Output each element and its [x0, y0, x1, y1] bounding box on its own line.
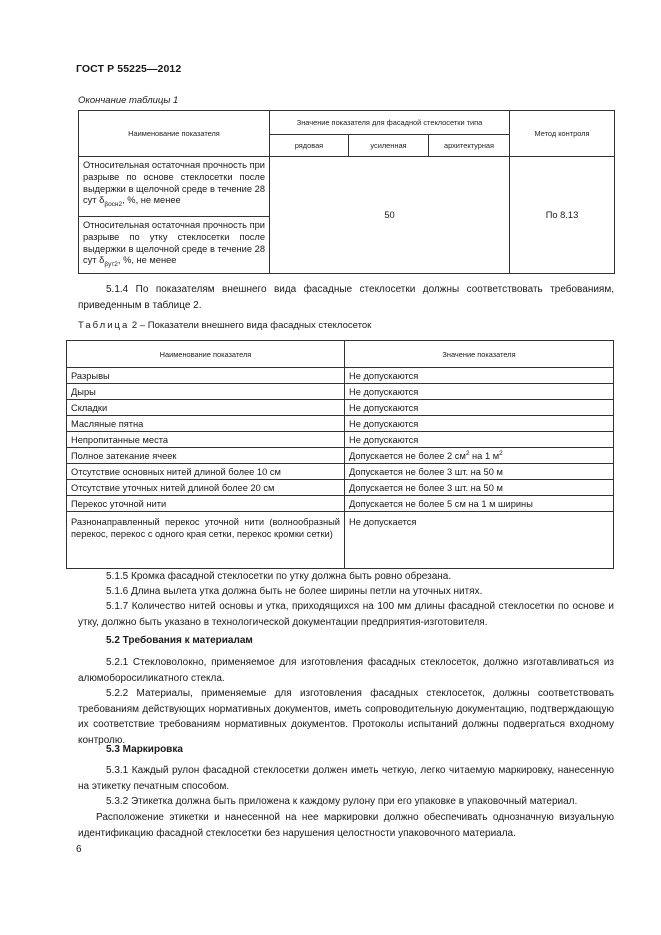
table-row: Перекос уточной нити Допускается не более 5 см на 1 м ширины [67, 496, 614, 512]
table-row: Отсутствие основных нитей длиной более 10 см Допускается не более 3 шт. на 50 м [67, 464, 614, 480]
page-number: 6 [76, 844, 82, 855]
table-row: Отсутствие уточных нитей длиной более 20 см Допускается не более 3 шт. на 50 м [67, 480, 614, 496]
paragraph-5-1-5: 5.1.5 Кромка фасадной стеклосетки по утку должна быть ровно обрезана. [106, 571, 452, 582]
table1-row-name: Относительная остаточная прочность при разрыве по утку стеклосетки после выдержки в щелочной среде в течение 28 сут $\delta_{\beta ут2}$, %, не менее [79, 217, 270, 274]
table-row: Разрывы Не допускаются [67, 368, 614, 384]
table1-row-name: Относительная остаточная прочность при разрыве по основе стеклосетки после выдержки в щелочной среде в течение 28 сут $\delta_{\beta осн2}$, %, не менее [79, 157, 270, 217]
table-row: Полное затекание ячеек Допускается не более 2 $см^2$ на 1 $м^2$ [67, 448, 614, 464]
paragraph-5-1-4: 5.1.4 По показателям внешнего вида фасадные стеклосетки должны соответствовать требованиям, приведенным в таблице 2. [78, 284, 614, 311]
table2-col-name: Наименование показателя [67, 341, 345, 368]
heading-5-2: 5.2 Требования к материалам [106, 635, 253, 646]
paragraph-5-3-2: 5.3.2 Этикетка должна быть приложена к каждому рулону при его упаковке в упаковочный материал. [106, 796, 578, 807]
table2-caption: Таблица 2 – Показатели внешнего вида фасадных стеклосеток [78, 320, 372, 331]
paragraph-5-1-6: 5.1.6 Длина вылета утка должна быть не более ширины петли на уточных нитях. [106, 586, 483, 597]
table1-col-method: Метод контроля [510, 111, 615, 157]
table1-col-type: архитектурная [429, 135, 510, 157]
table1-caption: Окончание таблицы 1 [78, 95, 179, 106]
table-row: Непропитанные места Не допускаются [67, 432, 614, 448]
table1-value: 50 [270, 157, 510, 274]
table-row: Складки Не допускаются [67, 400, 614, 416]
table2-col-value: Значение показателя [345, 341, 614, 368]
paragraph-5-2-1: 5.2.1 Стекловолокно, применяемое для изготовления фасадных стеклосеток, должно изготавливаться из алюмоборосиликатного стекла. [78, 657, 614, 684]
table1-col-type: усиленная [349, 135, 429, 157]
paragraph-5-3-1: 5.3.1 Каждый рулон фасадной стеклосетки должен иметь четкую, легко читаемую маркировку, нанесенную на этикетку печатным способом. [78, 765, 614, 792]
table-row: Дыры Не допускаются [67, 384, 614, 400]
table1-col-value-group: Значение показателя для фасадной стеклосетки типа [270, 111, 510, 135]
paragraph-5-2-2: 5.2.2 Материалы, применяемые для изготовления фасадных стеклосеток, должны соответствовать требованиям действующих нормативных документов, иметь сопроводительную документацию, подтверждающую их соответствие требованиям нормативных документов. Протоколы испытаний должны подвергаться входному контролю. [78, 688, 614, 747]
standard-number: ГОСТ Р 55225—2012 [76, 63, 182, 75]
table1-method: По 8.13 [510, 157, 615, 274]
paragraph-5-1-7: 5.1.7 Количество нитей основы и утка, приходящихся на 100 мм длины фасадной стеклосетки по основе и утку, должно быть указано в технологической документации предприятия-изготовителя. [78, 601, 614, 628]
table-row: Разнонаправленный перекос уточной нити (волнообразный перекос, перекос с одного края сетки, перекос кромки сетки) Не допускается [67, 512, 614, 569]
heading-5-3: 5.3 Маркировка [106, 744, 183, 755]
table1-col-type: рядовая [270, 135, 349, 157]
table2 [66, 340, 614, 569]
table1 [78, 110, 615, 274]
paragraph-5-3-2-continued: Расположение этикетки и нанесенной на нее маркировки должно обеспечивать однозначную визуальную идентификацию фасадной стеклосетки без нарушения целостности упаковочного материала. [78, 812, 614, 839]
table1-col-name: Наименование показателя [79, 111, 270, 157]
table-row: Масляные пятна Не допускаются [67, 416, 614, 432]
